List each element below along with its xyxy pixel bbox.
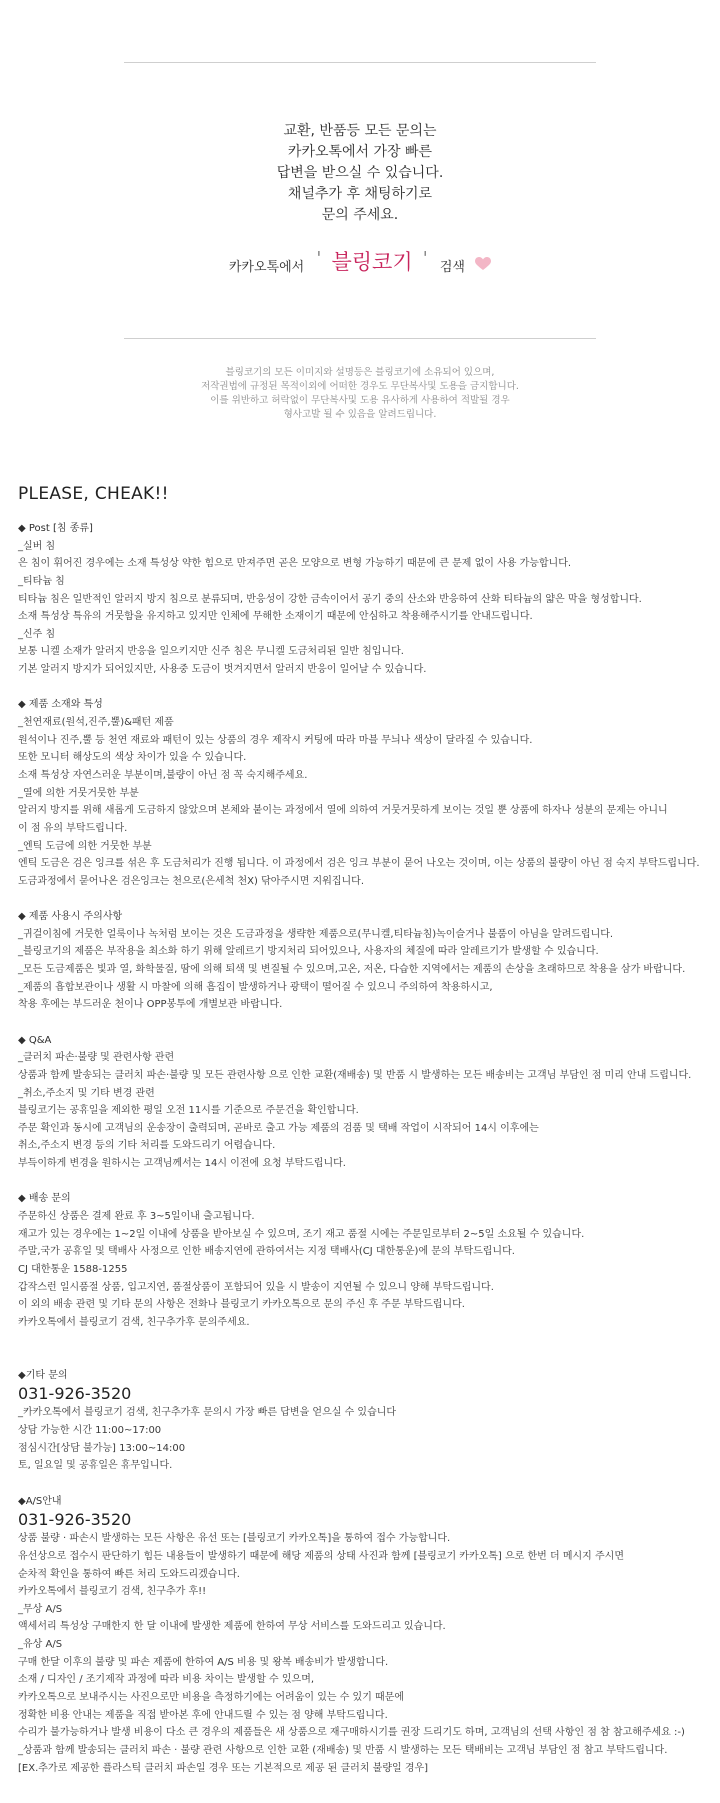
section-heading: ◆ 제품 사용시 주의사항 [18, 911, 123, 923]
content-line: 소재 / 디자인 / 조기제작 과정에 따라 비용 차이는 발생할 수 있으며, [18, 1674, 315, 1686]
content-line: _유상 A/S [18, 1639, 63, 1651]
section-heading: ◆기타 문의 [18, 1369, 68, 1381]
section-heading: ◆ Q&A [18, 1034, 52, 1046]
content-line: 도금과정에서 묻어나온 검은잉크는 천으로(은세척 천X) 닦아주시면 지워집니다. [18, 875, 365, 887]
line-spacer [18, 890, 718, 908]
content-line: 이 점 유의 부탁드립니다. [18, 822, 128, 834]
content-line: 유선상으로 접수시 판단하기 힘든 내용들이 발생하기 때문에 해당 제품의 상태 사진과 함께 [블링코기 카카오톡] 으로 한번 더 메시지 주시면 [18, 1550, 624, 1562]
brand-name: 블링코기 [331, 250, 413, 274]
content-line: 액세서리 특성상 구매한지 한 달 이내에 발생한 제품에 한하여 무상 서비스를 도와드리고 있습니다. [18, 1621, 446, 1633]
content-line: 재고가 있는 경우에는 1~2일 이내에 상품을 받아보실 수 있으며, 조기 재고 품절 시에는 주문일로부터 2~5일 소요될 수 있습니다. [18, 1228, 585, 1240]
content-line: 상품과 함께 발송되는 클러치 파손·불량 및 모든 관련사항 으로 인한 교환(재배송) 및 반품 시 발생하는 모든 배송비는 고객님 부담인 점 미리 안내 드립니다. [18, 1069, 692, 1081]
content-line: 수리가 불가능하거나 발생 비용이 다소 큰 경우의 제품들은 새 상품으로 재구매하시기를 권장 드리기도 하며, 고객님의 선택 사항인 점 참 참고해주세요 :-) [18, 1727, 685, 1739]
content-line: _취소,주소지 및 기타 변경 관련 [18, 1087, 155, 1099]
info-content [18, 520, 718, 1777]
content-line: 착용 후에는 부드러운 천이나 OPP봉투에 개별보관 바랍니다. [18, 999, 283, 1011]
content-line: 토, 일요일 및 공휴일은 휴무입니다. [18, 1460, 173, 1472]
content-line: _열에 의한 거뭇거뭇한 부분 [18, 787, 139, 799]
content-line: 취소,주소지 변경 등의 기타 처리를 도와드리기 어렵습니다. [18, 1140, 276, 1152]
section-heading: ◆ Post [침 종류] [18, 523, 93, 534]
content-line: _클러치 파손·불량 및 관련사항 관련 [18, 1052, 175, 1064]
content-line: _모든 도금제품은 빛과 열, 화학물질, 땀에 의해 퇴색 및 변질될 수 있으며,고온, 저온, 다습한 지역에서는 제품의 손상을 초래하므로 착용을 삼가 바랍니다. [18, 964, 686, 976]
content-line: 소재 특성상 자연스러운 부분이며,불량이 아닌 점 꼭 숙지해주세요. [18, 769, 308, 781]
content-line: 카카오톡에서 블링코기 검색, 친구추가 후!! [18, 1586, 207, 1598]
line-spacer [18, 1475, 718, 1493]
content-line: _블링코기의 제품은 부작용을 최소화 하기 위해 알레르기 방지처리 되어있으나, 사용자의 체질에 따라 알레르기가 발생할 수 있습니다. [18, 946, 599, 958]
content-line: 부득이하게 변경을 원하시는 고객님께서는 14시 이전에 요청 부탁드립니다. [18, 1158, 346, 1170]
content-line: _카카오톡에서 블링코기 검색, 친구추가후 문의시 가장 빠른 답변을 얻으실 수 있습니다 [18, 1407, 397, 1419]
phone-number: 031-926-3520 [18, 1510, 132, 1530]
notice-line: 채널추가 후 채팅하기로 [287, 186, 433, 202]
section-heading: ◆ 배송 문의 [18, 1193, 71, 1205]
page-title: PLEASE, CHEAK!! [18, 484, 169, 504]
heart-icon [475, 257, 491, 275]
notice-line: 답변을 받으실 수 있습니다. [276, 165, 444, 181]
quote-close: ' [422, 248, 428, 269]
search-suffix: 검색 [439, 260, 465, 275]
content-line: 갑작스런 일시품절 상품, 입고지연, 품절상품이 포함되어 있을 시 발송이 지연될 수 있으니 양해 부탁드립니다. [18, 1281, 494, 1293]
phone-number: 031-926-3520 [18, 1384, 132, 1404]
copyright-line: 형사고발 될 수 있음을 알려드립니다. [283, 409, 437, 420]
content-line: _귀걸이침에 거뭇한 얼룩이나 녹처럼 보이는 것은 도금과정을 생략한 제품으로(무니켈,티타늄침)녹이슬거나 불품이 아님을 알려드립니다. [18, 928, 614, 940]
content-line: [EX.추가로 제공한 플라스틱 클러치 파손일 경우 또는 기본적으로 제공 된 클러치 불량일 경우] [18, 1762, 429, 1774]
content-line: _엔틱 도금에 의한 거뭇한 부분 [18, 840, 152, 852]
content-line: 정확한 비용 안내는 제품을 직접 받아본 후에 안내드릴 수 있는 점 양해 부탁드립니다. [18, 1709, 388, 1721]
content-line: 또한 모니터 해상도의 색상 차이가 있을 수 있습니다. [18, 752, 247, 764]
copyright-line: 저작권법에 규정된 목적이외에 어떠한 경우도 무단복사및 도용을 금지합니다. [201, 381, 519, 392]
content-line: 원석이나 진주,뿔 등 천연 재료와 패턴이 있는 상품의 경우 제작시 커팅에 따라 마블 무늬나 색상이 달라질 수 있습니다. [18, 734, 533, 746]
content-line: 구매 한달 이후의 불량 및 파손 제품에 한하여 A/S 비용 및 왕복 배송비가 발생합니다. [18, 1656, 389, 1668]
content-line: 기본 알러지 방지가 되어있지만, 사용중 도금이 벗겨지면서 알러지 반응이 일어날 수 있습니다. [18, 664, 427, 676]
content-line: _실버 침 [18, 540, 56, 552]
content-line: 점심시간[상담 불가능] 13:00~14:00 [18, 1442, 186, 1454]
content-line: 티타늄 침은 일반적인 알러지 방지 침으로 분류되며, 반응성이 강한 금속이어서 공기 중의 산소와 반응하여 산화 티타늄의 얇은 막을 형성합니다. [18, 593, 642, 605]
content-line: 소재 특성상 특유의 거뭇함을 유지하고 있지만 인체에 무해한 소재이기 때문에 안심하고 착용해주시기를 안내드립니다. [18, 611, 533, 623]
content-line: _신주 침 [18, 628, 56, 640]
section-heading: ◆A/S안내 [18, 1495, 62, 1507]
content-line: 카카오톡에서 블링코기 검색, 친구추가후 문의주세요. [18, 1316, 250, 1328]
content-line: 주문하신 상품은 결제 완료 후 3~5일이내 출고됩니다. [18, 1210, 255, 1222]
content-line: 엔틱 도금은 검은 잉크를 섞은 후 도금처리가 진행 됩니다. 이 과정에서 검은 잉크 부분이 묻어 나오는 것이며, 이는 상품의 불량이 아닌 점 숙지 부탁드립니다. [18, 858, 700, 870]
content-line: 주말,국가 공휴일 및 택배사 사정으로 인한 배송지연에 관하여서는 지정 택배사(CJ 대한통운)에 문의 부탁드립니다. [18, 1246, 515, 1258]
content-line: 보통 니켈 소재가 알러지 반응을 일으키지만 신주 침은 무니켈 도금처리된 일반 침입니다. [18, 646, 404, 658]
search-prefix: 카카오톡에서 [228, 260, 305, 275]
quote-open: ' [316, 248, 322, 269]
content-line: _무상 A/S [18, 1603, 63, 1615]
line-spacer [18, 1349, 718, 1367]
notice-line: 교환, 반품등 모든 문의는 [283, 123, 437, 139]
content-line: _상품과 함께 발송되는 클러치 파손 · 불량 관련 사항으로 인한 교환 (재배송) 및 반품 시 발생하는 모든 택배비는 고객님 부담인 점 참고 부탁드립니다. [18, 1744, 668, 1756]
line-spacer [18, 1173, 718, 1191]
top-divider [124, 62, 596, 63]
content-line: _티타늄 침 [18, 575, 65, 587]
notice-line: 카카오톡에서 가장 빠른 [287, 144, 433, 160]
content-line: 주문 확인과 동시에 고객님의 운송장이 출력되며, 곧바로 출고 가능 제품의 검품 및 택배 작업이 시작되어 14시 이후에는 [18, 1122, 539, 1134]
line-spacer [18, 1014, 718, 1032]
content-line: 순차적 확인을 통하여 빠른 처리 도와드리겠습니다. [18, 1568, 240, 1580]
content-line: 상품 불량 · 파손시 발생하는 모든 사항은 유선 또는 [블링코기 카카오톡]을 통하여 접수 가능합니다. [18, 1533, 451, 1545]
middle-divider [124, 338, 596, 339]
section-heading: ◆ 제품 소재와 특성 [18, 699, 103, 711]
contact-notice [0, 121, 720, 226]
content-line: 알러지 방지를 위해 새롭게 도금하지 않았으며 본체와 붙이는 과정에서 열에 의하여 거뭇거뭇하게 보이는 것일 뿐 상품에 하자나 성분의 문제는 아니니 [18, 805, 668, 817]
content-line: 은 침이 휘어진 경우에는 소재 특성상 약한 힘으로 만져주면 곧은 모양으로 변형 가능하기 때문에 큰 문제 없이 사용 가능합니다. [18, 558, 572, 570]
copyright-notice [0, 366, 720, 422]
content-line: CJ 대한통운 1588-1255 [18, 1263, 128, 1275]
notice-line: 문의 주세요. [321, 207, 399, 223]
copyright-line: 이를 위반하고 허락없이 무단복사및 도용 유사하게 사용하여 적발될 경우 [210, 395, 510, 406]
line-spacer [18, 679, 718, 697]
content-line: _제품의 흡합보관이나 생활 시 마찰에 의해 흠집이 발생하거나 광택이 떨어질 수 있으니 주의하여 착용하시고, [18, 981, 493, 993]
copyright-line: 블링코기의 모든 이미지와 설명등은 블링코기에 소유되어 있으며, [225, 367, 495, 378]
line-spacer [18, 1331, 718, 1349]
content-line: 카카오톡으로 보내주시는 사진으로만 비용을 측정하기에는 어려움이 있는 수 있기 때문에 [18, 1692, 405, 1703]
content-line: 이 외의 배송 관련 및 기타 문의 사항은 전화나 블링코기 카카오톡으로 문의 주신 후 주문 부탁드립니다. [18, 1299, 465, 1311]
content-line: _천연재료(원석,진주,뿔)&패턴 제품 [18, 717, 174, 729]
content-line: 블링코기는 공휴일을 제외한 평일 오전 11시를 기준으로 주문건을 확인합니다. [18, 1105, 359, 1117]
content-line: 상담 가능한 시간 11:00~17:00 [18, 1425, 162, 1437]
kakao-search-line [0, 248, 720, 278]
